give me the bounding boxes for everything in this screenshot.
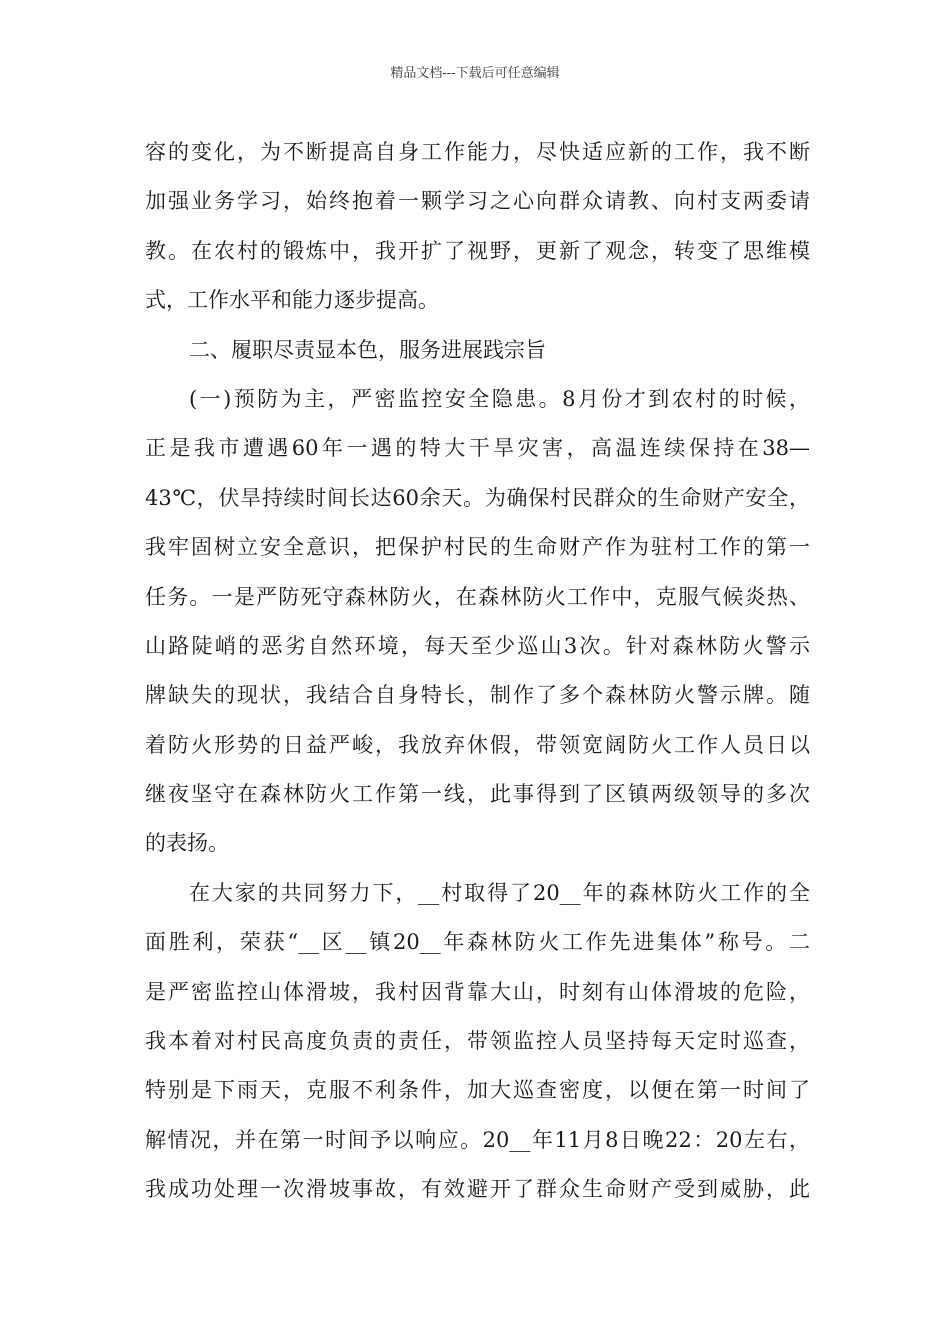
text-line: 我本着对村民高度负责的责任，带领监控人员坚持每天定时巡查， bbox=[145, 1029, 810, 1054]
text-line: 容的变化，为不断提高自身工作能力，尽快适应新的工作，我不断 bbox=[145, 140, 810, 164]
text-line: 是严密监控山体滑坡，我村因背靠大山，时刻有山体滑坡的危险， bbox=[145, 979, 810, 1004]
text-line: 继夜坚守在森林防火工作第一线，此事得到了区镇两级领导的多次 bbox=[145, 782, 810, 807]
text-line: 任务。一是严防死守森林防火，在森林防火工作中，克服气候炎热、 bbox=[145, 584, 810, 609]
text-line: 43℃，伏旱持续时间长达60余天。为确保村民群众的生命财产安全， bbox=[145, 485, 810, 510]
text-line: (一)预防为主，严密监控安全隐患。8月份才到农村的时候， bbox=[189, 386, 810, 411]
text-line: 牌缺失的现状，我结合自身特长，制作了多个森林防火警示牌。随 bbox=[145, 683, 810, 708]
document-body bbox=[145, 128, 810, 1215]
text-line: 我牢固树立安全意识，把保护村民的生命财产作为驻村工作的第一 bbox=[145, 535, 810, 560]
text-line: 面胜利，荣获“__区__镇20__年森林防火工作先进集体”称号。二 bbox=[145, 930, 810, 955]
section-heading: 二、履职尽责显本色，服务进展践宗旨 bbox=[189, 337, 546, 362]
text-line: 着防火形势的日益严峻，我放弃休假，带领宽阔防火工作人员日以 bbox=[145, 732, 810, 757]
page-header: 精品文档---下载后可任意编辑 bbox=[390, 66, 560, 81]
text-line: 在大家的共同努力下，__村取得了20__年的森林防火工作的全 bbox=[189, 880, 810, 905]
text-line: 我成功处理一次滑坡事故，有效避开了群众生命财产受到威胁，此 bbox=[145, 1177, 810, 1202]
text-line: 特别是下雨天，克服不利条件，加大巡查密度，以便在第一时间了 bbox=[145, 1078, 810, 1103]
text-line: 的表扬。 bbox=[145, 831, 229, 856]
text-line: 正是我市遭遇60年一遇的特大干旱灾害，高温连续保持在38— bbox=[145, 436, 810, 461]
text-line: 式，工作水平和能力逐步提高。 bbox=[145, 288, 439, 313]
text-line: 解情况，并在第一时间予以响应。20__年11月8日晚22：20左右， bbox=[145, 1127, 810, 1152]
text-line: 教。在农村的锻炼中，我开扩了视野，更新了观念，转变了思维模 bbox=[145, 238, 810, 263]
text-line: 山路陡峭的恶劣自然环境，每天至少巡山3次。针对森林防火警示 bbox=[145, 633, 810, 658]
text-line: 加强业务学习，始终抱着一颗学习之心向群众请教、向村支两委请 bbox=[145, 189, 810, 214]
